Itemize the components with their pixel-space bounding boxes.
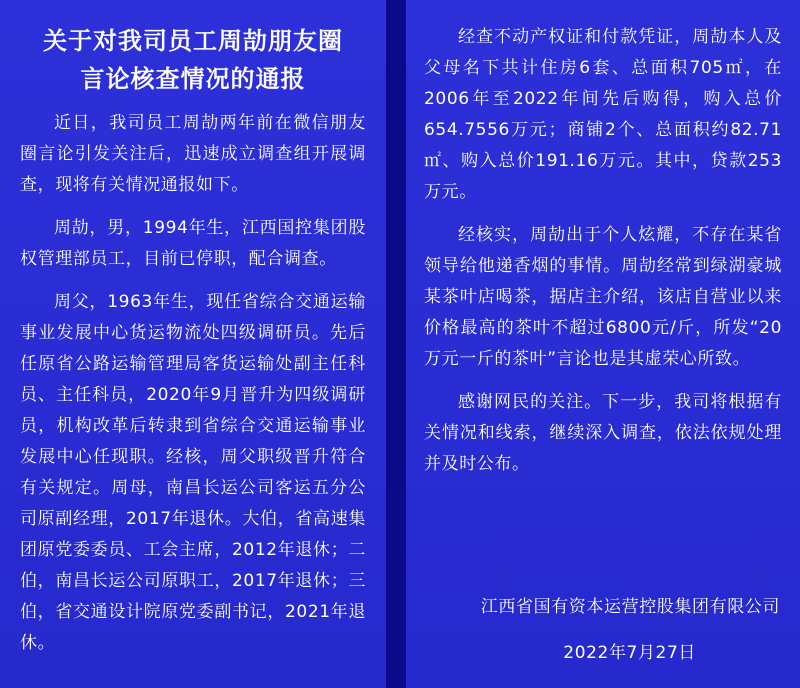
notice-title bbox=[20, 22, 366, 98]
panel-divider bbox=[386, 0, 406, 688]
signature-date: 2022年7月27日 bbox=[563, 643, 696, 663]
paragraph-verification: 经核实，周劼出于个人炫耀，不存在某省领导给他递香烟的事情。周劼经常到绿湖豪城某茶叶店喝茶，据店主介绍，该店自营业以来价格最高的茶叶不超过6800元/斤，所发“20万元一斤的茶叶”言论也是其虚荣心所致。 bbox=[424, 225, 782, 369]
title-line-2: 言论核查情况的通报 bbox=[80, 65, 306, 93]
signature-organization: 江西省国有资本运营控股集团有限公司 bbox=[480, 597, 780, 617]
paragraph-property: 经查不动产权证和付款凭证，周劼本人及父母名下共计住房6套、总面积705㎡，在2006年至2022年间先后购得，购入总价654.7556万元；商铺2个、总面积约82.71㎡、购入总价191.16万元。其中，贷款253万元。 bbox=[424, 27, 782, 202]
paragraph-closing: 感谢网民的关注。下一步，我司将根据有关情况和线索，继续深入调查，依法依规处理并及时公布。 bbox=[424, 392, 782, 474]
title-line-1: 关于对我司员工周劼朋友圈 bbox=[43, 27, 343, 55]
paragraph-employee-info: 周劼，男，1994年生，江西国控集团股权管理部员工，目前已停职，配合调查。 bbox=[20, 218, 366, 269]
paragraph-intro: 近日，我司员工周劼两年前在微信朋友圈言论引发关注后，迅速成立调查组开展调查，现将有关情况通报如下。 bbox=[20, 113, 366, 195]
paragraph-family-info: 周父，1963年生，现任省综合交通运输事业发展中心货运物流处四级调研员。先后任原省公路运输管理局客货运输处副主任科员、主任科员，2020年9月晋升为四级调研员，机构改革后转隶到省综合交通运输事业发展中心任现职。经核，周父职级晋升符合有关规定。周母，南昌长运公司客运五分公司原副经理，2017年退休。大伯，省高速集团原党委委员、工会主席，2012年退休；二伯，南昌长运公司原职工，2017年退休；三伯，省交通设计院原党委副书记，2021年退休。 bbox=[20, 292, 366, 653]
left-panel bbox=[0, 0, 386, 688]
right-panel bbox=[406, 0, 800, 688]
